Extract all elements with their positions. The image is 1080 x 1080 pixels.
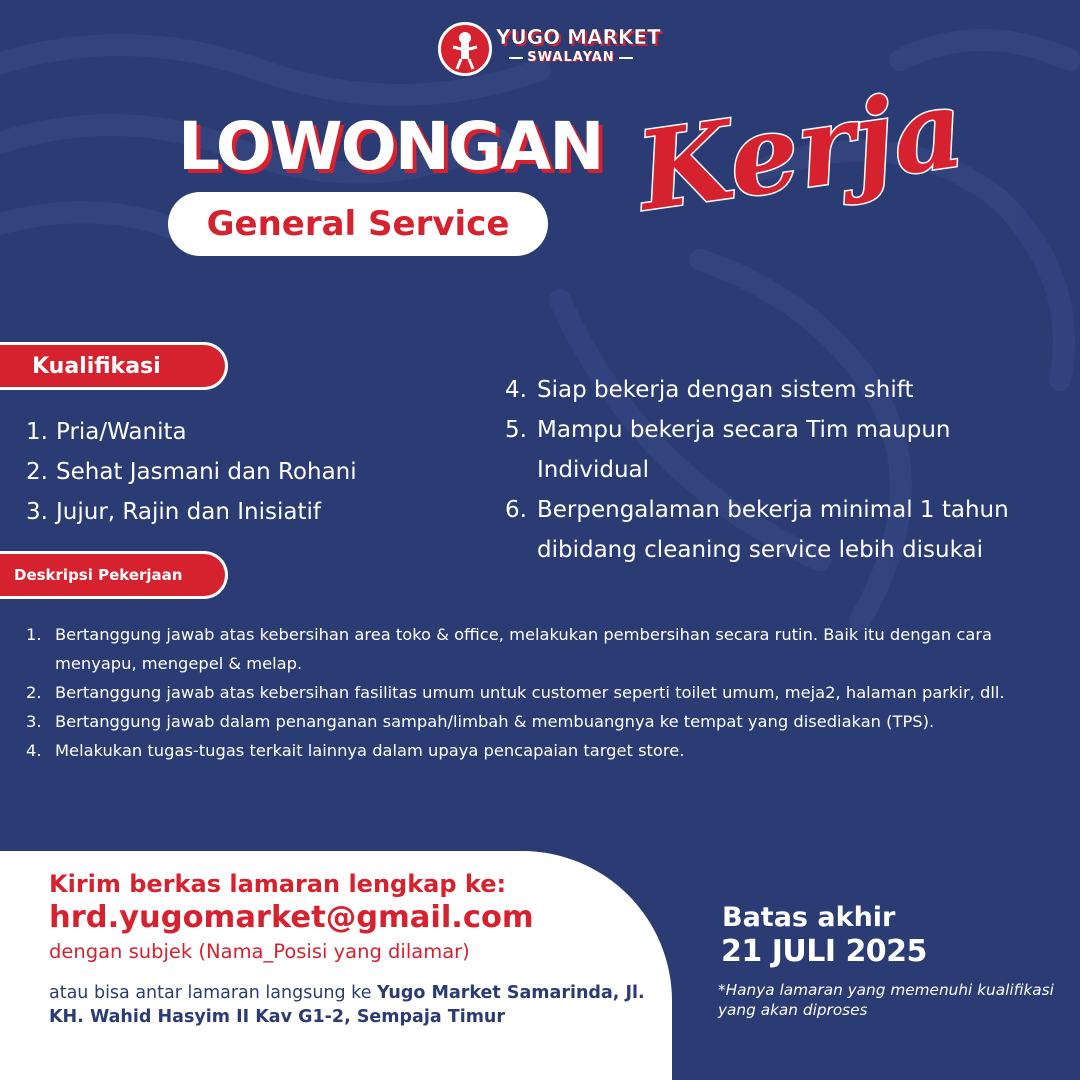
- list-item: 2. Sehat Jasmani dan Rohani: [26, 459, 357, 485]
- list-item: 3. Jujur, Rajin dan Inisiatif: [26, 499, 321, 525]
- deadline-note: *Hanya lamaran yang memenuhi kualifikasi yang akan diproses: [718, 981, 1054, 1019]
- contact-alt-intro: atau bisa antar lamaran langsung ke: [49, 983, 378, 1003]
- list-item: 1. Bertanggung jawab atas kebersihan area toko & office, melakukan pembersihan secara rutin. Baik itu dengan cara menyapu, mengepel & melap.: [26, 625, 992, 673]
- job-description-list: [26, 620, 1056, 765]
- headline-title: LOWONGAN: [178, 108, 603, 185]
- list-item: 4. Melakukan tugas-tugas terkait lainnya dalam upaya pencapaian target store.: [26, 741, 685, 760]
- list-item: 1. Pria/Wanita: [26, 419, 187, 445]
- contact-email-link[interactable]: hrd.yugomarket@gmail.com: [49, 900, 534, 935]
- deadline-label: Batas akhir: [722, 902, 896, 933]
- contact-subject: dengan subjek (Nama_Posisi yang dilamar): [49, 940, 470, 963]
- list-item: 2. Bertanggung jawab atas kebersihan fasilitas umum untuk customer seperti toilet umum, meja2, halaman parkir, dll.: [26, 683, 1005, 702]
- logo-name: YUGO MARKET: [496, 25, 661, 49]
- contact-address: Yugo Market Samarinda, Jl. KH. Wahid Hasyim II Kav G1-2, Sempaja Timur: [49, 983, 645, 1027]
- logo-subtitle: SWALAYAN: [527, 50, 615, 65]
- list-item: 5. Mampu bekerja secara Tim maupun Individual: [505, 417, 951, 483]
- contact-heading: Kirim berkas lamaran lengkap ke:: [49, 870, 507, 898]
- market-mascot-icon: [438, 22, 492, 76]
- list-item: 3. Bertanggung jawab dalam penanganan sampah/limbah & membuangnya ke tempat yang disediakan (TPS).: [26, 712, 935, 731]
- list-item: 4. Siap bekerja dengan sistem shift: [505, 377, 914, 403]
- brand-logo: [438, 20, 661, 76]
- job-title: General Service: [206, 204, 510, 244]
- contact-alternative: [49, 981, 649, 1029]
- qualifications-list-right: [505, 370, 1065, 570]
- deadline-date: 21 JULI 2025: [721, 934, 927, 969]
- qualifications-tag: Kualifikasi: [0, 342, 228, 390]
- job-description-tag: Deskripsi Pekerjaan: [0, 551, 228, 599]
- list-item: 6. Berpengalaman bekerja minimal 1 tahun dibidang cleaning service lebih disukai: [505, 497, 1009, 563]
- job-title-pill: [168, 192, 548, 256]
- qualifications-list-left: [26, 412, 446, 532]
- headline-script: Kerja: [630, 65, 972, 236]
